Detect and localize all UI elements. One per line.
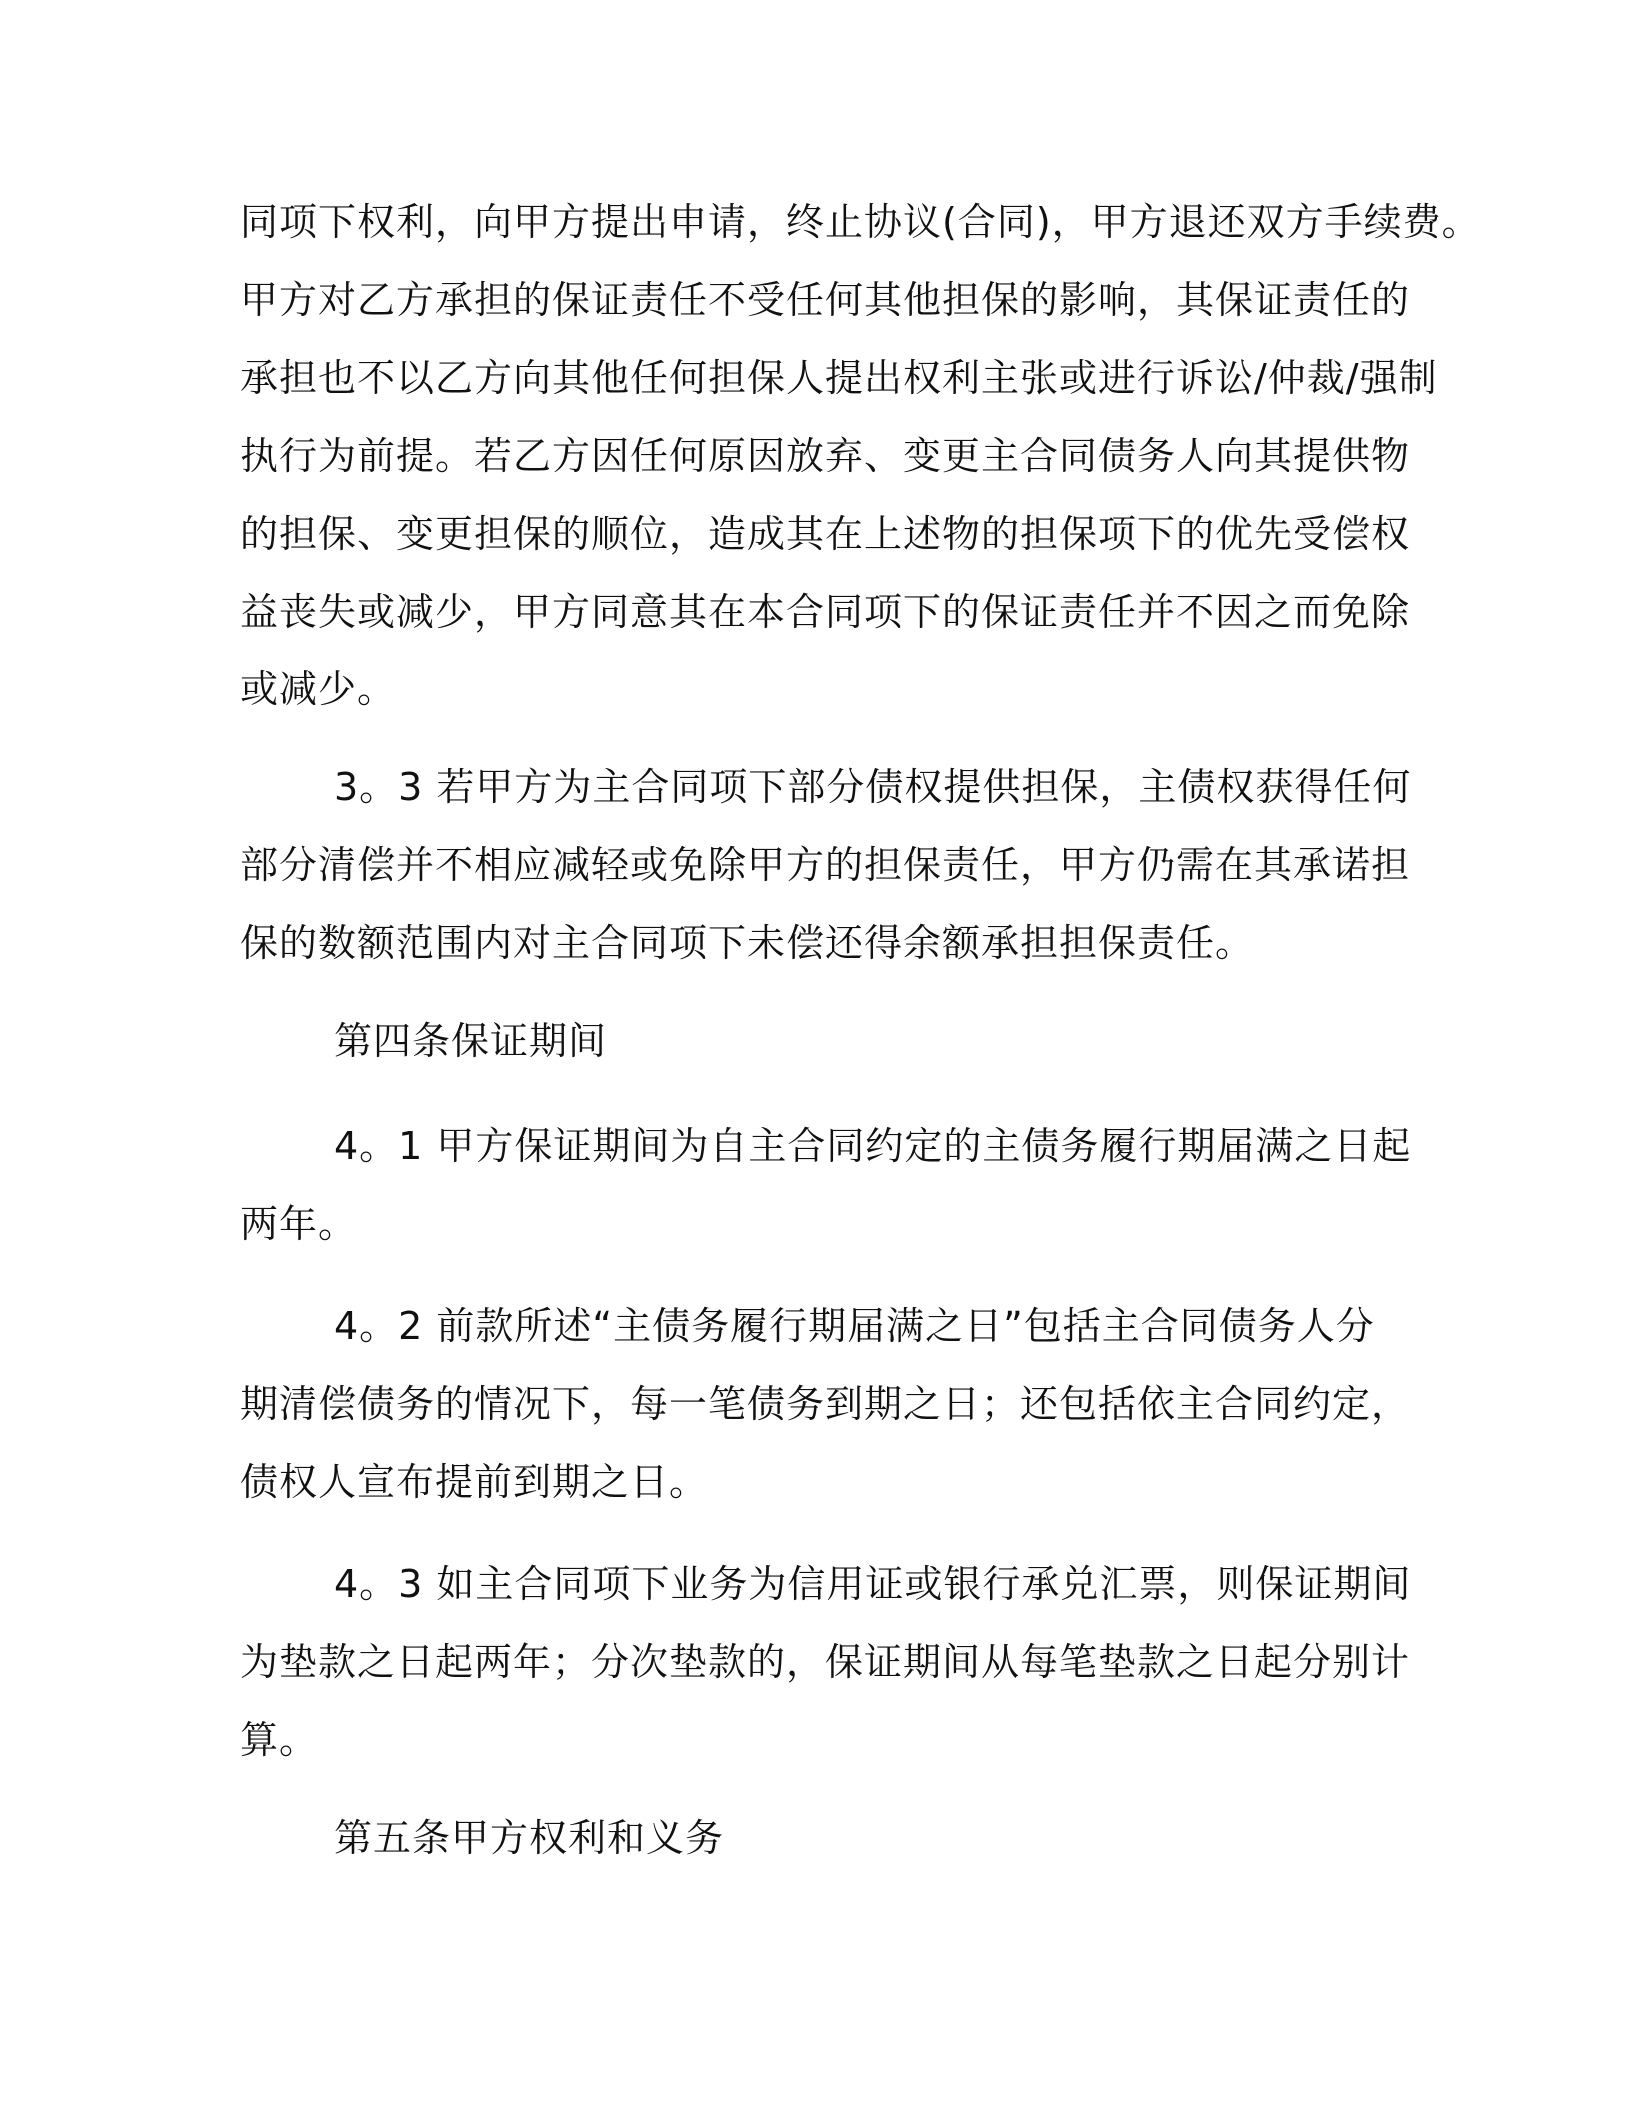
text-line: 承担也不以乙方向其他任何担保人提出权利主张或进行诉讼/仲裁/强制 <box>240 356 1438 400</box>
text-line: 算。 <box>240 1718 319 1762</box>
text-line: 两年。 <box>240 1202 358 1246</box>
text-line: 债权人宣布提前到期之日。 <box>240 1460 709 1504</box>
section-heading-article-5: 第五条甲方权利和义务 <box>334 1816 725 1860</box>
clause-4-3-first-line: 4。3 如主合同项下业务为信用证或银行承兑汇票，则保证期间 <box>334 1562 1412 1606</box>
text-line: 甲方对乙方承担的保证责任不受任何其他担保的影响，其保证责任的 <box>240 278 1411 322</box>
clause-3-3-first-line: 3。3 若甲方为主合同项下部分债权提供担保，主债权获得任何 <box>334 765 1412 809</box>
text-line: 或减少。 <box>240 667 397 711</box>
text-line: 保的数额范围内对主合同项下未偿还得余额承担担保责任。 <box>240 921 1255 965</box>
clause-4-1-first-line: 4。1 甲方保证期间为自主合同约定的主债务履行期届满之日起 <box>334 1124 1412 1168</box>
text-line: 部分清偿并不相应减轻或免除甲方的担保责任，甲方仍需在其承诺担 <box>240 843 1411 887</box>
text-line: 执行为前提。若乙方因任何原因放弃、变更主合同债务人向其提供物 <box>240 434 1411 478</box>
section-heading-article-4: 第四条保证期间 <box>334 1019 608 1063</box>
text-line: 益丧失或减少，甲方同意其在本合同项下的保证责任并不因之而免除 <box>240 590 1411 634</box>
text-line: 期清偿债务的情况下，每一笔债务到期之日；还包括依主合同约定， <box>240 1382 1411 1426</box>
text-line: 的担保、变更担保的顺位，造成其在上述物的担保项下的优先受偿权 <box>240 512 1411 556</box>
text-line: 为垫款之日起两年；分次垫款的，保证期间从每笔垫款之日起分别计 <box>240 1640 1411 1684</box>
clause-4-2-first-line: 4。2 前款所述“主债务履行期届满之日”包括主合同债务人分 <box>334 1304 1375 1348</box>
text-line: 同项下权利，向甲方提出申请，终止协议(合同)，甲方退还双方手续费。 <box>240 200 1481 244</box>
